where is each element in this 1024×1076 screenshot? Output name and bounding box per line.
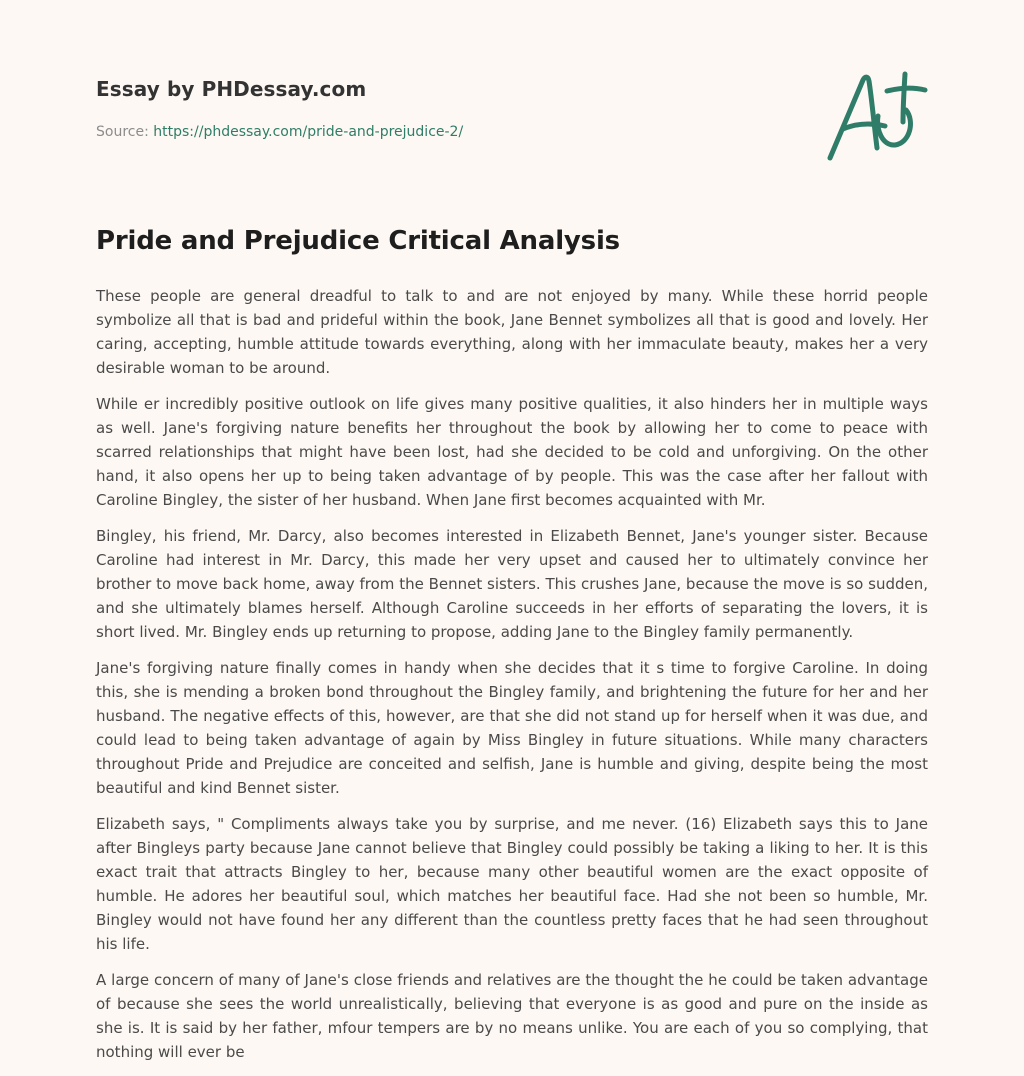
source-link[interactable]: https://phdessay.com/pride-and-prejudice-2/ [153, 124, 464, 140]
a-plus-logo-icon [824, 68, 928, 164]
paragraph-4: Jane's forgiving nature finally comes in handy when she decides that it s time to forgive Caroline. In doing this, she is mending a broken bond throughout the Bingley family, and brightening the future for her and her husband. The negative effects of this, however, are that she did not stand up for herself when it was due, and could lead to being taken advantage of again by Miss Bingley in future situations. While many characters throughout Pride and Prejudice are conceited and selfish, Jane is humble and giving, despite being the most beautiful and kind Bennet sister. [96, 659, 928, 797]
paragraph-1: These people are general dreadful to talk to and are not enjoyed by many. While these horrid people symbolize all that is bad and prideful within the book, Jane Bennet symbolizes all that is good and lovely. Her caring, accepting, humble attitude towards everything, along with her immaculate beauty, makes her a very desirable woman to be around. [96, 287, 928, 377]
source-label: Source: [96, 124, 154, 140]
source-line [96, 124, 463, 140]
article-body [96, 284, 928, 1076]
article-title: Pride and Prejudice Critical Analysis [96, 226, 620, 256]
paragraph-5: Elizabeth says, " Compliments always take you by surprise, and me never. (16) Elizabeth says this to Jane after Bingleys party because Jane cannot believe that Bingley could possibly be taking a liking to her. It is this exact trait that attracts Bingley to her, because many other beautiful women are the exact opposite of humble. He adores her beautiful soul, which matches her beautiful face. Had she not been so humble, Mr. Bingley would not have found her any different than the countless pretty faces that he had seen throughout his life. [96, 815, 928, 953]
paragraph-2: While er incredibly positive outlook on life gives many positive qualities, it also hinders her in multiple ways as well. Jane's forgiving nature benefits her throughout the book by allowing her to come to peace with scarred relationships that might have been lost, had she decided to be cold and unforgiving. On the other hand, it also opens her up to being taken advantage of by people. This was the case after her fallout with Caroline Bingley, the sister of her husband. When Jane first becomes acquainted with Mr. [96, 395, 928, 509]
paragraph-6: A large concern of many of Jane's close friends and relatives are the thought the he could be taken advantage of because she sees the world unrealistically, believing that everyone is as good and pure on the inside as she is. It is said by her father, mfour tempers are by no means unlike. You are each of you so complying, that nothing will ever be [96, 971, 928, 1061]
page-header [96, 0, 928, 190]
site-brand: Essay by PHDessay.com [96, 77, 367, 101]
paragraph-3: Bingley, his friend, Mr. Darcy, also becomes interested in Elizabeth Bennet, Jane's younger sister. Because Caroline had interest in Mr. Darcy, this made her very upset and caused her to ultimately convince her brother to move back home, away from the Bennet sisters. This crushes Jane, because the move is so sudden, and she ultimately blames herself. Although Caroline succeeds in her efforts of separating the lovers, it is short lived. Mr. Bingley ends up returning to propose, adding Jane to the Bingley family permanently. [96, 527, 928, 641]
